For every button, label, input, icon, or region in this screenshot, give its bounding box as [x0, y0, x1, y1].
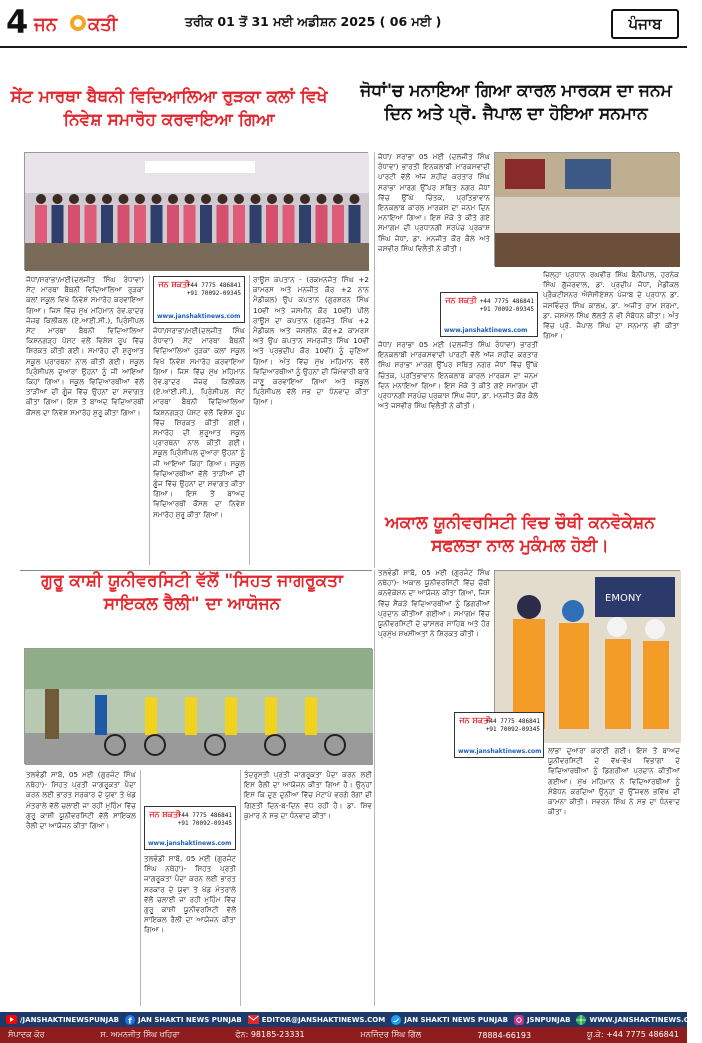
- a1-column-2: ਰਾਊਸ ਕਪਤਾਨ - (ਰਕਮਨਜੋਤ ਸਿੰਘ +2 ਕਾਮਰਸ ਅਤੇ ਮਨਜੀਤ ਕੌਰ +2 ਨਾਨ ਮੈਡੀਕਲ) ਉਪ ਕਪਤਾਨ (ਗੁਰਸ਼ਰਨ ਸਿੰਘ 10ਵੀਂ ਅਤੇ ਜਸਮੀਨ ਕੌਰ 10ਵੀਂ) ਪੀਲੇ ਰਾਊਸ ਦਾ ਕਪਤਾਨ (ਗੁਰਜੋਤ ਸਿੰਘ +2 ਮੈਡੀਕਲ ਅਤੇ ਜਸਲੀਨ ਕੌਰ+2 ਕਾਮਰਸ ਅਤੇ ਉਪ ਕਪਤਾਨ ਸਮਰਜੀਤ ਸਿੰਘ 10ਵੀਂ ਅਤੇ ਪ੍ਰਭਦੀਪ ਕੌਰ 10ਵੀਂ) ਨੂੰ ਚੁਣਿਆ ਗਿਆ। ਅੰਤ ਵਿੱਚ ਮੁੱਖ ਮਹਿਮਾਨ ਵੱਲੋਂ ਵਿਦਿਆਰਥੀਆਂ ਨੂੰ ਉਹਨਾਂ ਦੀ ਜ਼ਿੰਮੇਵਾਰੀ ਬਾਰੇ ਜਾਣੂ ਕਰਵਾਇਆ ਗਿਆ ਅਤੇ ਸਕੂਲ ਪ੍ਰਿੰਸੀਪਲ ਵੱਲੋਂ ਸਭ ਦਾ ਧੰਨਵਾਦ ਕੀਤਾ ਗਿਆ।: [253, 275, 369, 407]
- ad-website: www.janshaktinews.com: [444, 327, 528, 334]
- svg-text:ਜਨ: ਜਨ: [34, 14, 58, 35]
- student-figure-head: [201, 194, 211, 204]
- ad-logo: ਜਨ ਸ਼ਕਤੀ: [149, 810, 181, 819]
- jan-shakti-ad-1: [153, 276, 245, 323]
- student-figure-head: [86, 194, 96, 204]
- credit-editor-name: ਸ. ਅਮਨਜੀਤ ਸਿੰਘ ਖਹਿਰਾ: [100, 1030, 180, 1039]
- column-rule: [374, 152, 375, 568]
- social-email[interactable]: [242, 1015, 385, 1024]
- social-youtube[interactable]: [0, 1015, 119, 1024]
- headline-akal-university: ਅਕਾਲ ਯੂਨੀਵਰਸਿਟੀ ਵਿਚ ਚੌਥੀ ਕਨਵੋਕੇਸ਼ਨ ਸਫਲਤਾ ਨਾਲ ਮੁਕੰਮਲ ਹੋਈ।: [385, 513, 655, 556]
- social-label: JAN SHAKTI NEWS PUNJAB: [138, 1015, 242, 1024]
- globe-icon: [576, 1015, 586, 1025]
- credit-uk-phone: ਯੂ.ਕੇ: +44 7775 486841: [586, 1030, 679, 1039]
- ad-phone-2: +91 70092-09345: [485, 726, 540, 733]
- a2-column-1b: ਜੋਧਾਂ/ ਸਰਾਭਾ 05 ਮਈ (ਦਲਜੀਤ ਸਿੰਘ ਰੰਧਾਵਾ) ਭਾਰਤੀ ਇਨਕਲਾਬੀ ਮਾਰਕਸਵਾਦੀ ਪਾਰਟੀ ਵੱਲੋਂ ਅੱਜ ਸ਼ਹੀਦ ਕਰਤਾਰ ਸਿੰਘ ਸਰਾਭਾ ਮਾਰਗ ਉੱਪਰ ਸਥਿਤ ਨਗਰ ਜੋਧਾਂ ਵਿੱਚ ਉੱਘੇ ਚਿੰਤਕ, ਪ੍ਰਤਿਭਾਵਾਨ ਇਨਕਲਾਬ ਕਾਰਲ ਮਾਰਕਸ ਦਾ ਜਨਮ ਦਿਨ ਮਨਾਇਆ ਗਿਆ। ਇਸ ਮੌਕੇ ਤੇ ਕੀਤੇ ਗਏ ਸਮਾਗਮ ਦੀ ਪ੍ਰਧਾਨਗੀ ਸਰਪੰਚ ਪ੍ਰਕਾਸ਼ ਸਿੰਘ ਜੋਧਾਂ, ਡਾ. ਮਨਜੀਤ ਕੌਰ ਕੈਲੇ ਅਤੇ ਜਸਵੀਰ ਸਿੰਘ ਵਿਲੈਤੀ ਨੇ ਕੀਤੀ।: [378, 340, 538, 411]
- student-figure-head: [333, 194, 343, 204]
- student-figure-head: [185, 194, 195, 204]
- student-figure-body: [349, 205, 361, 243]
- ad-website: www.janshaktinews.com: [148, 840, 232, 847]
- student-figure-head: [36, 194, 46, 204]
- student-figure-head: [53, 194, 63, 204]
- youtube-icon: [6, 1015, 17, 1024]
- student-figure-head: [267, 194, 277, 204]
- student-figure-body: [332, 205, 344, 243]
- ad-website: www.janshaktinews.com: [458, 748, 542, 755]
- student-figure-body: [233, 205, 245, 243]
- headline-karl-marx: ਜੋਧਾਂ'ਚ ਮਨਾਇਆ ਗਿਆ ਕਾਰਲ ਮਾਰਕਸ ਦਾ ਜਨਮ ਦਿਨ ਅਤੇ ਪ੍ਰੋ. ਜੈਪਾਲ ਦਾ ਹੋਇਆ ਸਨਮਾਨ: [360, 81, 672, 124]
- a2-column-2: ਜ਼ਿਲ੍ਹਾ ਪ੍ਰਧਾਨ ਰਘਵੀਰ ਸਿੰਘ ਬੈਨੀਪਾਲ, ਹਰਨੇਕ ਸਿੰਘ ਗੁੱਜਰਵਾਲ, ਡਾ. ਪ੍ਰਦੀਪ ਜੋਧਾਂ, ਮੈਡੀਕਲ ਪ੍ਰੈਕਟੀਸ਼ਨਰ ਐਸੋਸੀਏਸ਼ਨ ਪੰਜਾਬ ਦੇ ਪ੍ਰਧਾਨ ਡਾ. ਜਸਵਿੰਦਰ ਸਿੰਘ ਕਾਲਖ, ਡਾ. ਅਜੀਤ ਰਾਮ ਸ਼ਰਮਾ, ਡਾ. ਜਸਮੇਲ ਸਿੰਘ ਲੱਲਤੋਂ ਨੇ ਵੀ ਸੰਬੋਧਨ ਕੀਤਾ। ਅੰਤ ਵਿੱਚ ਪ੍ਰੋ. ਜੈਪਾਲ ਸਿੰਘ ਦਾ ਸਨਮਾਨ ਵੀ ਕੀਤਾ ਗਿਆ।: [543, 270, 679, 341]
- issue-date: ਤਰੀਕ 01 ਤੋਂ 31 ਮਈ ਅਡੀਸ਼ਨ 2025 ( 06 ਮਈ ): [185, 14, 442, 29]
- student-figure-head: [152, 194, 162, 204]
- a3-column-1: ਤਲਵੰਡੀ ਸਾਬੋ, 05 ਮਈ (ਗੁਰਜੰਟ ਸਿੰਘ ਨਥੇਹਾ)- ਅਕਾਲ ਯੂਨੀਵਰਸਿਟੀ ਵਿੱਚ ਚੌਥੀ ਕਨਵੋਕੇਸ਼ਨ ਦਾ ਆਯੋਜਨ ਕੀਤਾ ਗਿਆ, ਜਿਸ ਵਿੱਚ ਸੈਂਕੜੇ ਵਿਦਿਆਰਥੀਆਂ ਨੂੰ ਡਿਗਰੀਆਂ ਪ੍ਰਦਾਨ ਕੀਤੀਆਂ ਗਈਆਂ। ਸਮਾਗਮ ਵਿੱਚ ਯੂਨੀਵਰਸਿਟੀ ਦੇ ਚਾਂਸਲਰ ਸਾਹਿਬ ਅਤੇ ਹੋਰ ਪ੍ਰਮੁੱਖ ਸ਼ਖਸੀਅਤਾਂ ਨੇ ਸ਼ਿਰਕਤ ਕੀਤੀ।: [378, 568, 490, 639]
- student-figure-body: [250, 205, 262, 243]
- a4-column-1b: ਤਲਵੰਡੀ ਸਾਬੋ, 05 ਮਈ (ਗੁਰਜੰਟ ਸਿੰਘ ਨਥੇਹਾ)- ਸਿਹਤ ਪ੍ਰਤੀ ਜਾਗਰੂਕਤਾ ਪੈਦਾ ਕਰਨ ਲਈ ਭਾਰਤ ਸਰਕਾਰ ਦੇ ਯੁਵਾ ਤੇ ਖੇਡ ਮੰਤਰਾਲੇ ਵੱਲੋਂ ਚਲਾਈ ਜਾ ਰਹੀ ਮੁਹਿੰਮ ਵਿੱਚ ਗੁਰੂ ਕਾਸ਼ੀ ਯੂਨੀਵਰਸਿਟੀ ਵੱਲੋਂ ਸਾਇਕਲ ਰੈਲੀ ਦਾ ਆਯੋਜਨ ਕੀਤਾ ਗਿਆ।: [144, 854, 236, 935]
- ad-phone-2: +91 70092-09345: [479, 306, 534, 313]
- student-figure-body: [200, 205, 212, 243]
- social-label: JAN SHAKTI NEWS PUNJAB: [404, 1015, 508, 1024]
- ad-phone-2: +91 70092-09345: [177, 820, 232, 827]
- student-figure-body: [134, 205, 146, 243]
- social-label: WWW.JANSHAKTINEWS.COM: [589, 1015, 702, 1024]
- ad-logo: ਜਨ ਸ਼ਕਤੀ: [459, 716, 491, 725]
- student-figure-body: [299, 205, 311, 243]
- a1-column-1: ਜੋਧਾਂ/ਸਰਾਭਾ/ਮਈ(ਦਲਜੀਤ ਸਿੰਘ ਰੰਧਾਵਾ) ਸੇਂਟ ਮਾਰਥਾ ਬੈਥਨੀ ਵਿਦਿਆਲਿਆ ਰੁੜਕਾ ਕਲਾਂ ਸਕੂਲ ਵਿਖੇ ਨਿਵੇਸ਼ ਸਮਾਰੋਹ ਕਰਵਾਇਆ ਗਿਆ। ਜਿਸ ਵਿੱਚ ਮੁੱਖ ਮਹਿਮਾਨ ਰੇਵ.ਫਾਦਰ ਜੋਜ਼ਫ ਕਿਲੀਕਲ (ਏ.ਆਈ.ਸੀ.), ਪ੍ਰਿੰਸੀਪਲ ਸੇਂਟ ਮਾਰਥਾ ਬੈਥਨੀ ਵਿਦਿਆਲਿਆ ਕਿਸ਼ਨਗੜ੍ਹ ਪੋਸਟ ਵਲੋਂ ਵਿਸ਼ੇਸ਼ ਰੂਪ ਵਿੱਚ ਸ਼ਿਰਕਤ ਕੀਤੀ ਗਈ। ਸਮਾਰੋਹ ਦੀ ਸ਼ੁਰੂਆਤ ਸਕੂਲ ਪ੍ਰਾਰਥਨਾ ਨਾਲ ਕੀਤੀ ਗਈ। ਸਕੂਲ ਪ੍ਰਿੰਸੀਪਲ ਦੁਆਰਾ ਉਹਨਾਂ ਨੂੰ ਜੀ ਆਇਆਂ ਕਿਹਾ ਗਿਆ। ਸਕੂਲ ਵਿਦਿਆਰਥੀਆਂ ਵੱਲੋਂ ਤਾੜੀਆਂ ਦੀ ਗੂੰਜ ਵਿੱਚ ਉਹਨਾਂ ਦਾ ਸਵਾਗਤ ਕੀਤਾ ਗਿਆ। ਇਸ ਤੋਂ ਬਾਅਦ ਵਿਦਿਆਰਥੀ ਕੌਂਸਲ ਦਾ ਨਿਵੇਸ਼ ਸਮਾਰੋਹ ਸ਼ੁਰੂ ਕੀਤਾ ਗਿਆ।: [26, 275, 144, 417]
- student-figure-body: [266, 205, 278, 243]
- jan-shakti-logo: [32, 10, 138, 36]
- social-website[interactable]: [570, 1015, 701, 1025]
- a2-column-1: ਜੋਧਾਂ/ ਸਰਾਭਾ 05 ਮਈ (ਦਲਜੀਤ ਸਿੰਘ ਰੰਧਾਵਾ) ਭਾਰਤੀ ਇਨਕਲਾਬੀ ਮਾਰਕਸਵਾਦੀ ਪਾਰਟੀ ਵੱਲੋਂ ਅੱਜ ਸ਼ਹੀਦ ਕਰਤਾਰ ਸਿੰਘ ਸਰਾਭਾ ਮਾਰਗ ਉੱਪਰ ਸਥਿਤ ਨਗਰ ਜੋਧਾਂ ਵਿੱਚ ਉੱਘੇ ਚਿੰਤਕ, ਪ੍ਰਤਿਭਾਵਾਨ ਇਨਕਲਾਬ ਕਾਰਲ ਮਾਰਕਸ ਦਾ ਜਨਮ ਦਿਨ ਮਨਾਇਆ ਗਿਆ। ਇਸ ਮੌਕੇ ਤੇ ਕੀਤੇ ਗਏ ਸਮਾਗਮ ਦੀ ਪ੍ਰਧਾਨਗੀ ਸਰਪੰਚ ਪ੍ਰਕਾਸ਼ ਸਿੰਘ ਜੋਧਾਂ, ਡਾ. ਮਨਜੀਤ ਕੌਰ ਕੈਲੇ ਅਤੇ ਜਸਵੀਰ ਸਿੰਘ ਵਿਲੈਤੀ ਨੇ ਕੀਤੀ।: [378, 152, 490, 253]
- student-figure-head: [300, 194, 310, 204]
- student-figure-head: [135, 194, 145, 204]
- student-figure-body: [101, 205, 113, 243]
- social-facebook[interactable]: [119, 1015, 242, 1025]
- credit-editor-label: ਸੰਪਾਦਕ ਕੋਰ: [8, 1030, 45, 1039]
- student-figure-head: [69, 194, 79, 204]
- student-figure-head: [350, 194, 360, 204]
- section-label: ਪੰਜਾਬ: [611, 9, 679, 39]
- photo-students-group: [24, 152, 368, 270]
- social-label: /JANSHAKTINEWSPUNJAB: [20, 1015, 119, 1024]
- student-figure-body: [68, 205, 80, 243]
- student-figure-body: [217, 205, 229, 243]
- ad-logo: ਜਨ ਸ਼ਕਤੀ: [445, 296, 477, 305]
- jan-shakti-ad-3: [454, 712, 544, 758]
- social-instagram[interactable]: [508, 1015, 571, 1025]
- credit-bar: [0, 1027, 687, 1043]
- photo-karl-marx-event: [494, 152, 679, 266]
- twitter-icon: [391, 1015, 401, 1025]
- jan-shakti-ad-2: [440, 292, 538, 337]
- credit-phone: ਫੋਨ: 98185-23331: [235, 1030, 305, 1039]
- column-rule: [140, 770, 141, 1006]
- headline-cycle-rally: ਗੁਰੂ ਕਾਸ਼ੀ ਯੂਨੀਵਰਸਿਟੀ ਵੱਲੋਂ "ਸਿਹਤ ਜਾਗਰੂਕਤਾ ਸਾਇਕਲ ਰੈਲੀ" ਦਾ ਆਯੋਜਨ: [41, 571, 343, 614]
- jan-shakti-ad-4: [144, 806, 236, 850]
- student-figure-head: [168, 194, 178, 204]
- a1-column-1b: ਜੋਧਾਂ/ਸਰਾਭਾ/ਮਈ(ਦਲਜੀਤ ਸਿੰਘ ਰੰਧਾਵਾ) ਸੇਂਟ ਮਾਰਥਾ ਬੈਥਨੀ ਵਿਦਿਆਲਿਆ ਰੁੜਕਾ ਕਲਾਂ ਸਕੂਲ ਵਿਖੇ ਨਿਵੇਸ਼ ਸਮਾਰੋਹ ਕਰਵਾਇਆ ਗਿਆ। ਜਿਸ ਵਿੱਚ ਮੁੱਖ ਮਹਿਮਾਨ ਰੇਵ.ਫਾਦਰ ਜੋਜ਼ਫ ਕਿਲੀਕਲ (ਏ.ਆਈ.ਸੀ.), ਪ੍ਰਿੰਸੀਪਲ ਸੇਂਟ ਮਾਰਥਾ ਬੈਥਨੀ ਵਿਦਿਆਲਿਆ ਕਿਸ਼ਨਗੜ੍ਹ ਪੋਸਟ ਵਲੋਂ ਵਿਸ਼ੇਸ਼ ਰੂਪ ਵਿੱਚ ਸ਼ਿਰਕਤ ਕੀਤੀ ਗਈ। ਸਮਾਰੋਹ ਦੀ ਸ਼ੁਰੂਆਤ ਸਕੂਲ ਪ੍ਰਾਰਥਨਾ ਨਾਲ ਕੀਤੀ ਗਈ। ਸਕੂਲ ਪ੍ਰਿੰਸੀਪਲ ਦੁਆਰਾ ਉਹਨਾਂ ਨੂੰ ਜੀ ਆਇਆਂ ਕਿਹਾ ਗਿਆ। ਸਕੂਲ ਵਿਦਿਆਰਥੀਆਂ ਵੱਲੋਂ ਤਾੜੀਆਂ ਦੀ ਗੂੰਜ ਵਿੱਚ ਉਹਨਾਂ ਦਾ ਸਵਾਗਤ ਕੀਤਾ ਗਿਆ। ਇਸ ਤੋਂ ਬਾਅਦ ਵਿਦਿਆਰਥੀ ਕੌਂਸਲ ਦਾ ਨਿਵੇਸ਼ ਸਮਾਰੋਹ ਸ਼ੁਰੂ ਕੀਤਾ ਗਿਆ।: [153, 326, 245, 519]
- ad-phone-2: +91 70092-09345: [186, 290, 241, 297]
- column-rule: [240, 770, 241, 1006]
- ad-phone-1: +44 7775 486841: [479, 298, 534, 305]
- a4-column-1: ਤਲਵੰਡੀ ਸਾਬੋ, 05 ਮਈ (ਗੁਰਜੰਟ ਸਿੰਘ ਨਥੇਹਾ)- ਸਿਹਤ ਪ੍ਰਤੀ ਜਾਗਰੂਕਤਾ ਪੈਦਾ ਕਰਨ ਲਈ ਭਾਰਤ ਸਰਕਾਰ ਦੇ ਯੁਵਾ ਤੇ ਖੇਡ ਮੰਤਰਾਲੇ ਵੱਲੋਂ ਚਲਾਈ ਜਾ ਰਹੀ ਮੁਹਿੰਮ ਵਿੱਚ ਗੁਰੂ ਕਾਸ਼ੀ ਯੂਨੀਵਰਸਿਟੀ ਵੱਲੋਂ ਸਾਇਕਲ ਰੈਲੀ ਦਾ ਆਯੋਜਨ ਕੀਤਾ ਗਿਆ।: [26, 770, 136, 831]
- a4-column-2: ਤੰਦਰੁਸਤੀ ਪ੍ਰਤੀ ਜਾਗਰੂਕਤਾ ਪੈਦਾ ਕਰਨ ਲਈ ਇਸ ਰੈਲੀ ਦਾ ਆਯੋਜਨ ਕੀਤਾ ਗਿਆ ਹੈ। ਉਨ੍ਹਾਂ ਇਸ ਕਿ ਦੁਣ ਦੁਨੀਆ ਵਿੱਚ ਮੋਟਾਪੇ ਵਰਗੇ ਰੋਗਾਂ ਦੀ ਗਿਣਤੀ ਦਿਨ-ਬ-ਦਿਨ ਵੱਧ ਰਹੀ ਹੈ। ਡਾ. ਸ਼ਿਵ ਕੁਮਾਰ ਨੇ ਸਭ ਦਾ ਧੰਨਵਾਦ ਕੀਤਾ।: [244, 770, 372, 820]
- student-figure-head: [317, 194, 327, 204]
- column-rule: [374, 570, 375, 1006]
- student-figure-body: [167, 205, 179, 243]
- social-bar: [0, 1012, 702, 1027]
- a3-column-2: ਲਾਂਭਾ ਦੁਆਰਾ ਕਰਾਈ ਗਈ। ਇਸ ਤੋਂ ਬਾਅਦ ਯੂਨੀਵਰਸਿਟੀ ਦੇ ਵੱਖ-ਵੱਖ ਵਿਭਾਗਾਂ ਦੇ ਵਿਦਿਆਰਥੀਆਂ ਨੂੰ ਡਿਗਰੀਆਂ ਪ੍ਰਦਾਨ ਕੀਤੀਆਂ ਗਈਆਂ। ਮੁੱਖ ਮਹਿਮਾਨ ਨੇ ਵਿਦਿਆਰਥੀਆਂ ਨੂੰ ਸੰਬੋਧਨ ਕਰਦਿਆਂ ਉਨ੍ਹਾਂ ਦੇ ਉੱਜਵਲ ਭਵਿੱਖ ਦੀ ਕਾਮਨਾ ਕੀਤੀ। ਸਵਰਨ ਸਿੰਘ ਨੇ ਸਭ ਦਾ ਧੰਨਵਾਦ ਕੀਤਾ।: [548, 746, 680, 817]
- photo-cycle-rally: [24, 648, 372, 764]
- student-figure-head: [119, 194, 129, 204]
- svg-text:f: f: [128, 1015, 132, 1025]
- student-figure-head: [102, 194, 112, 204]
- credit-name-2: ਮਨਜਿੰਦਰ ਸਿੰਘ ਗਿੱਲ: [360, 1030, 422, 1039]
- ad-phone-1: +44 7775 486841: [485, 718, 540, 725]
- student-figure-body: [52, 205, 64, 243]
- social-label: EDITOR@JANSHAKTINEWS.COM: [261, 1015, 386, 1024]
- page-number: 4: [6, 3, 29, 41]
- ad-website: www.janshaktinews.com: [157, 313, 241, 320]
- student-figure-body: [151, 205, 163, 243]
- student-figure-head: [234, 194, 244, 204]
- column-rule: [149, 275, 150, 565]
- email-icon: [248, 1015, 259, 1024]
- student-figure-body: [118, 205, 130, 243]
- social-label: JSNPUNJAB: [526, 1015, 571, 1024]
- facebook-icon: [125, 1015, 135, 1025]
- student-figure-body: [283, 205, 295, 243]
- svg-text:EMONY: EMONY: [605, 593, 642, 604]
- student-figure-head: [251, 194, 261, 204]
- student-figure-head: [218, 194, 228, 204]
- svg-text:ਕਤੀ: ਕਤੀ: [88, 14, 118, 35]
- student-figure-body: [35, 205, 47, 243]
- ad-logo: ਜਨ ਸ਼ਕਤੀ: [158, 280, 190, 289]
- credit-phone-2: 78884-66193: [477, 1030, 532, 1040]
- student-figure-body: [85, 205, 97, 243]
- student-figure-body: [184, 205, 196, 243]
- student-figure-head: [284, 194, 294, 204]
- ad-phone-1: +44 7775 486841: [177, 812, 232, 819]
- column-rule: [249, 275, 250, 565]
- masthead: [0, 0, 687, 48]
- student-figure-body: [316, 205, 328, 243]
- ad-phone-1: +44 7775 486841: [186, 282, 241, 289]
- instagram-icon: [514, 1015, 524, 1025]
- social-twitter[interactable]: [385, 1015, 508, 1025]
- headline-st-martha: ਸੇਂਟ ਮਾਰਥਾ ਬੈਥਨੀ ਵਿਦਿਆਲਿਆ ਰੁੜਕਾ ਕਲਾਂ ਵਿਖੇ ਨਿਵੇਸ਼ ਸਮਾਰੋਹ ਕਰਵਾਇਆ ਗਿਆ: [10, 87, 328, 130]
